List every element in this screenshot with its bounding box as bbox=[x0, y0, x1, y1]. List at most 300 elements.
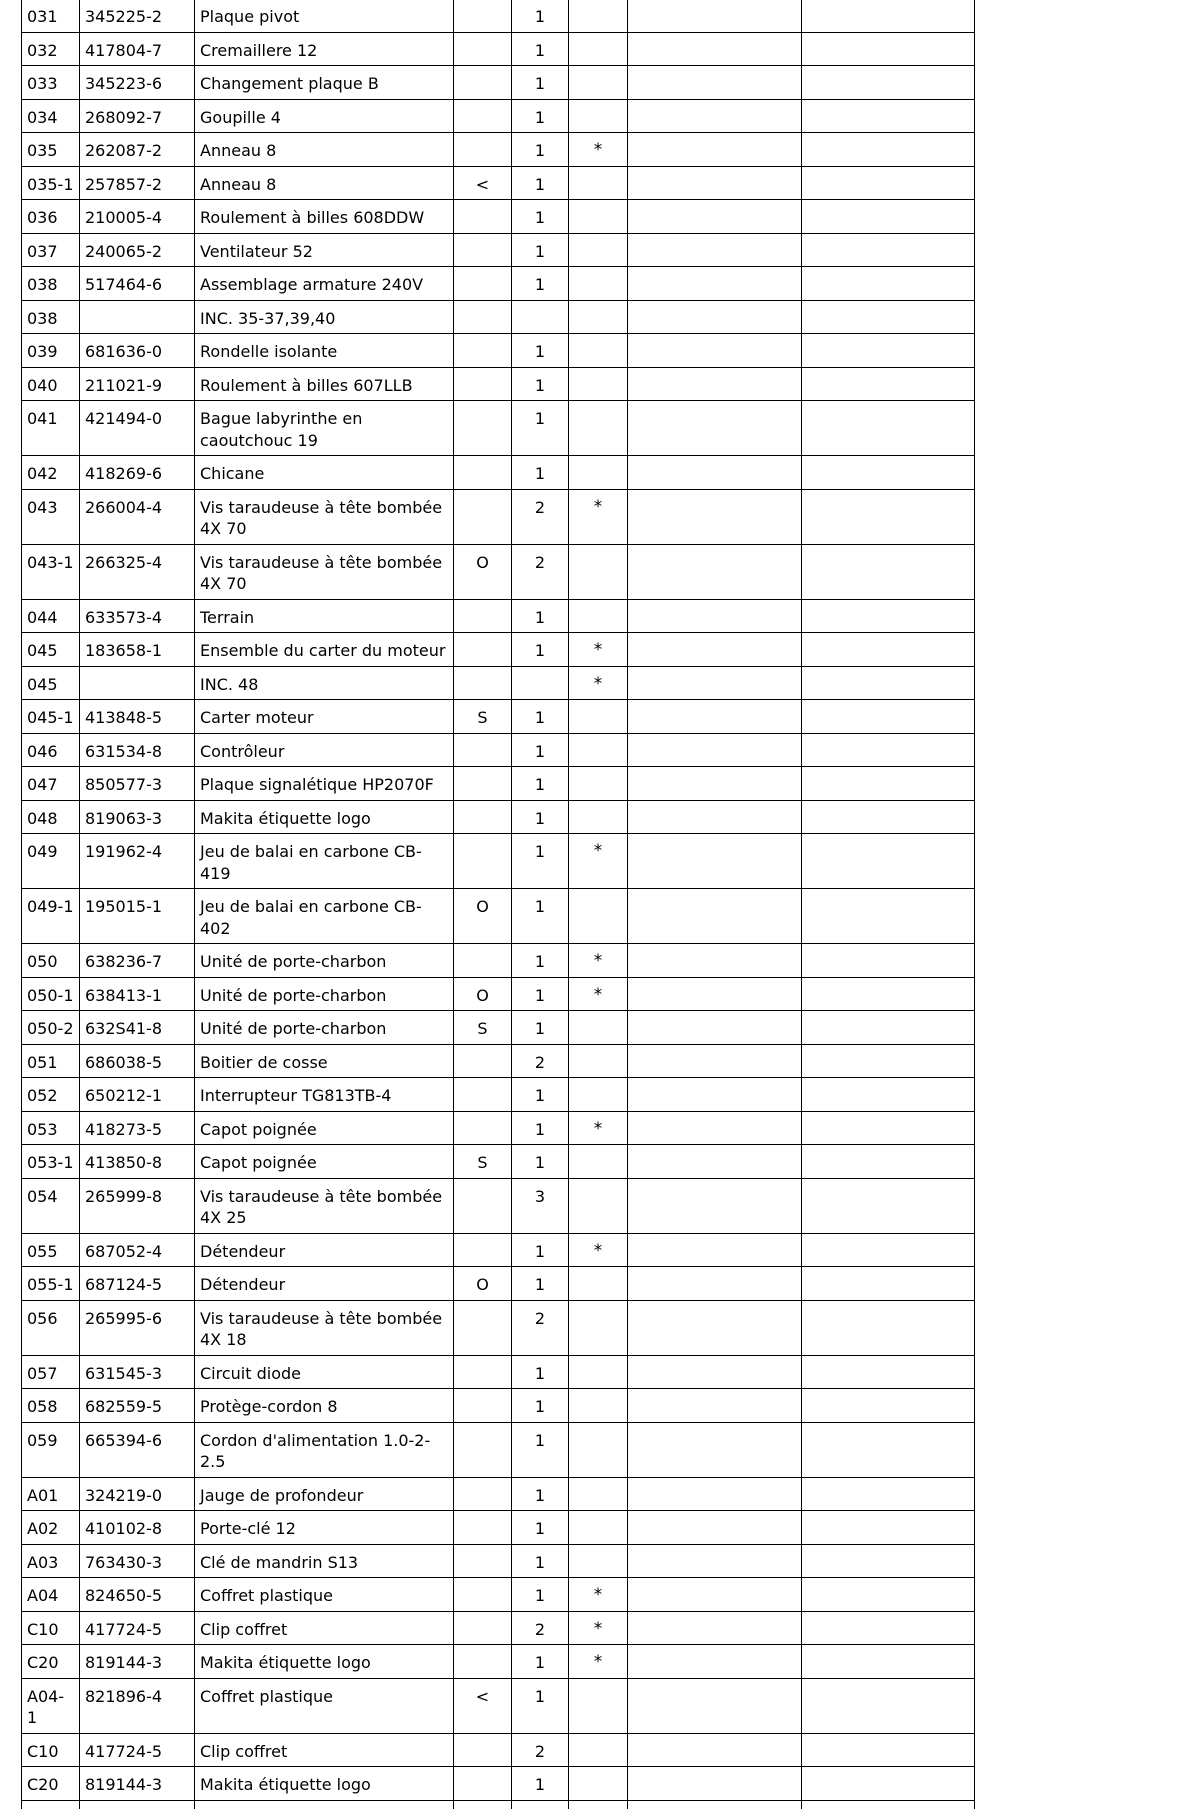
empty-cell bbox=[628, 1011, 802, 1045]
description-cell: Assemblage armature 240V bbox=[195, 267, 454, 301]
parts-list-table bbox=[21, 0, 975, 1809]
empty-cell bbox=[802, 733, 975, 767]
empty-cell bbox=[628, 1800, 802, 1809]
table-row bbox=[22, 1078, 975, 1112]
mark-cell bbox=[454, 767, 512, 801]
part-number-cell: 665394-6 bbox=[80, 1422, 195, 1477]
empty-cell bbox=[802, 1233, 975, 1267]
item-number-cell: 040 bbox=[22, 367, 80, 401]
empty-cell bbox=[802, 1389, 975, 1423]
table-row bbox=[22, 1733, 975, 1767]
mark-cell bbox=[454, 1477, 512, 1511]
table-row bbox=[22, 599, 975, 633]
table-row bbox=[22, 133, 975, 167]
empty-cell bbox=[628, 1355, 802, 1389]
quantity-cell: 1 bbox=[512, 1678, 569, 1733]
note-cell bbox=[569, 200, 628, 234]
part-number-cell: 262087-2 bbox=[80, 133, 195, 167]
empty-cell bbox=[802, 200, 975, 234]
empty-cell bbox=[628, 1233, 802, 1267]
part-number-cell: 824650-5 bbox=[80, 1578, 195, 1612]
note-cell: * bbox=[569, 489, 628, 544]
empty-cell bbox=[802, 1178, 975, 1233]
quantity-cell: 1 bbox=[512, 1389, 569, 1423]
item-number-cell: 056 bbox=[22, 1300, 80, 1355]
table-row bbox=[22, 66, 975, 100]
part-number-cell: 345225-2 bbox=[80, 0, 195, 32]
item-number-cell: 045-1 bbox=[22, 700, 80, 734]
empty-cell bbox=[628, 32, 802, 66]
note-cell bbox=[569, 1044, 628, 1078]
empty-cell bbox=[802, 1145, 975, 1179]
note-cell bbox=[569, 166, 628, 200]
empty-cell bbox=[628, 599, 802, 633]
item-number-cell: A02 bbox=[22, 1511, 80, 1545]
part-number-cell bbox=[80, 666, 195, 700]
note-cell bbox=[569, 1178, 628, 1233]
quantity-cell: 1 bbox=[512, 367, 569, 401]
quantity-cell: 1 bbox=[512, 200, 569, 234]
mark-cell bbox=[454, 1422, 512, 1477]
description-cell: Chicane bbox=[195, 456, 454, 490]
table-row bbox=[22, 1611, 975, 1645]
part-number-cell: 417724-5 bbox=[80, 1733, 195, 1767]
empty-cell bbox=[195, 1800, 454, 1809]
empty-cell bbox=[628, 367, 802, 401]
empty-cell bbox=[628, 834, 802, 889]
description-cell: Jauge de profondeur bbox=[195, 1477, 454, 1511]
mark-cell bbox=[454, 133, 512, 167]
empty-cell bbox=[802, 0, 975, 32]
mark-cell bbox=[454, 1733, 512, 1767]
part-number-cell: 632S41-8 bbox=[80, 1011, 195, 1045]
quantity-cell: 1 bbox=[512, 233, 569, 267]
empty-cell bbox=[802, 233, 975, 267]
note-cell bbox=[569, 1422, 628, 1477]
item-number-cell: 032 bbox=[22, 32, 80, 66]
part-number-cell: 195015-1 bbox=[80, 889, 195, 944]
part-number-cell: 819144-3 bbox=[80, 1767, 195, 1801]
empty-cell bbox=[628, 334, 802, 368]
description-cell: Changement plaque B bbox=[195, 66, 454, 100]
empty-cell bbox=[628, 1145, 802, 1179]
empty-cell bbox=[569, 1800, 628, 1809]
empty-cell bbox=[628, 1044, 802, 1078]
description-cell: Coffret plastique bbox=[195, 1678, 454, 1733]
mark-cell bbox=[454, 334, 512, 368]
empty-cell bbox=[628, 700, 802, 734]
quantity-cell: 1 bbox=[512, 800, 569, 834]
empty-cell bbox=[628, 944, 802, 978]
mark-cell bbox=[454, 267, 512, 301]
empty-cell bbox=[628, 1767, 802, 1801]
description-cell: Roulement à billes 607LLB bbox=[195, 367, 454, 401]
description-cell: Boitier de cosse bbox=[195, 1044, 454, 1078]
description-cell: Coffret plastique bbox=[195, 1578, 454, 1612]
note-cell bbox=[569, 334, 628, 368]
mark-cell: O bbox=[454, 544, 512, 599]
table-row bbox=[22, 666, 975, 700]
description-cell: Capot poignée bbox=[195, 1145, 454, 1179]
mark-cell bbox=[454, 834, 512, 889]
item-number-cell: 038 bbox=[22, 300, 80, 334]
empty-cell bbox=[802, 944, 975, 978]
table-row bbox=[22, 334, 975, 368]
quantity-cell: 1 bbox=[512, 700, 569, 734]
empty-cell bbox=[802, 889, 975, 944]
table-row bbox=[22, 32, 975, 66]
note-cell bbox=[569, 1355, 628, 1389]
mark-cell: < bbox=[454, 166, 512, 200]
mark-cell bbox=[454, 1611, 512, 1645]
empty-cell bbox=[802, 489, 975, 544]
part-number-cell: 183658-1 bbox=[80, 633, 195, 667]
empty-cell bbox=[802, 1511, 975, 1545]
table-row bbox=[22, 367, 975, 401]
item-number-cell: 055 bbox=[22, 1233, 80, 1267]
part-number-cell: 265999-8 bbox=[80, 1178, 195, 1233]
empty-cell bbox=[802, 1477, 975, 1511]
mark-cell: < bbox=[454, 1678, 512, 1733]
empty-cell bbox=[628, 1389, 802, 1423]
empty-cell bbox=[628, 1733, 802, 1767]
note-cell bbox=[569, 456, 628, 490]
mark-cell bbox=[454, 1355, 512, 1389]
empty-cell bbox=[802, 700, 975, 734]
part-number-cell: 650212-1 bbox=[80, 1078, 195, 1112]
empty-cell bbox=[628, 0, 802, 32]
empty-cell bbox=[628, 1511, 802, 1545]
empty-cell bbox=[628, 800, 802, 834]
item-number-cell: 038 bbox=[22, 267, 80, 301]
empty-cell bbox=[802, 401, 975, 456]
table-row bbox=[22, 700, 975, 734]
part-number-cell: 268092-7 bbox=[80, 99, 195, 133]
empty-cell bbox=[628, 133, 802, 167]
empty-cell bbox=[628, 1422, 802, 1477]
note-cell bbox=[569, 733, 628, 767]
item-number-cell: 043 bbox=[22, 489, 80, 544]
empty-cell bbox=[802, 599, 975, 633]
description-cell: Bague labyrinthe en caoutchouc 19 bbox=[195, 401, 454, 456]
quantity-cell: 1 bbox=[512, 599, 569, 633]
note-cell: * bbox=[569, 1645, 628, 1679]
mark-cell: O bbox=[454, 977, 512, 1011]
part-number-cell: 413848-5 bbox=[80, 700, 195, 734]
item-number-cell: 052 bbox=[22, 1078, 80, 1112]
note-cell bbox=[569, 599, 628, 633]
empty-cell bbox=[802, 1111, 975, 1145]
empty-cell bbox=[802, 1544, 975, 1578]
table-row bbox=[22, 166, 975, 200]
empty-cell bbox=[802, 1078, 975, 1112]
mark-cell bbox=[454, 1300, 512, 1355]
empty-cell bbox=[628, 1300, 802, 1355]
description-cell: Roulement à billes 608DDW bbox=[195, 200, 454, 234]
mark-cell: S bbox=[454, 1145, 512, 1179]
table-row bbox=[22, 1178, 975, 1233]
item-number-cell: A04 bbox=[22, 1578, 80, 1612]
table-row bbox=[22, 1233, 975, 1267]
item-number-cell: 037 bbox=[22, 233, 80, 267]
part-number-cell: 421494-0 bbox=[80, 401, 195, 456]
item-number-cell: 055-1 bbox=[22, 1267, 80, 1301]
description-cell: Carter moteur bbox=[195, 700, 454, 734]
note-cell bbox=[569, 767, 628, 801]
part-number-cell: 266325-4 bbox=[80, 544, 195, 599]
note-cell bbox=[569, 367, 628, 401]
item-number-cell: 051 bbox=[22, 1044, 80, 1078]
empty-cell bbox=[628, 233, 802, 267]
part-number-cell bbox=[80, 300, 195, 334]
part-number-cell: 686038-5 bbox=[80, 1044, 195, 1078]
part-number-cell: 418273-5 bbox=[80, 1111, 195, 1145]
mark-cell bbox=[454, 1078, 512, 1112]
part-number-cell: 417804-7 bbox=[80, 32, 195, 66]
empty-cell bbox=[802, 334, 975, 368]
part-number-cell: 418269-6 bbox=[80, 456, 195, 490]
table-row bbox=[22, 1544, 975, 1578]
quantity-cell: 1 bbox=[512, 889, 569, 944]
quantity-cell: 2 bbox=[512, 1300, 569, 1355]
note-cell bbox=[569, 800, 628, 834]
empty-cell bbox=[628, 1267, 802, 1301]
item-number-cell: C10 bbox=[22, 1611, 80, 1645]
part-number-cell: 819144-3 bbox=[80, 1645, 195, 1679]
item-number-cell: A04-1 bbox=[22, 1678, 80, 1733]
item-number-cell: 041 bbox=[22, 401, 80, 456]
item-number-cell: C20 bbox=[22, 1645, 80, 1679]
item-number-cell: 045 bbox=[22, 666, 80, 700]
empty-cell bbox=[802, 666, 975, 700]
empty-cell bbox=[802, 1011, 975, 1045]
note-cell bbox=[569, 1733, 628, 1767]
quantity-cell: 1 bbox=[512, 944, 569, 978]
description-cell: INC. 48 bbox=[195, 666, 454, 700]
quantity-cell: 1 bbox=[512, 99, 569, 133]
empty-cell bbox=[628, 889, 802, 944]
note-cell: * bbox=[569, 1611, 628, 1645]
empty-cell bbox=[628, 1544, 802, 1578]
part-number-cell: 682559-5 bbox=[80, 1389, 195, 1423]
quantity-cell: 1 bbox=[512, 1645, 569, 1679]
mark-cell bbox=[454, 401, 512, 456]
item-number-cell: 047 bbox=[22, 767, 80, 801]
empty-cell bbox=[802, 1355, 975, 1389]
item-number-cell: 036 bbox=[22, 200, 80, 234]
note-cell bbox=[569, 1544, 628, 1578]
item-number-cell: 045 bbox=[22, 633, 80, 667]
item-number-cell: 050 bbox=[22, 944, 80, 978]
empty-cell bbox=[802, 1611, 975, 1645]
description-cell: Jeu de balai en carbone CB-419 bbox=[195, 834, 454, 889]
description-cell: Anneau 8 bbox=[195, 133, 454, 167]
item-number-cell: 054 bbox=[22, 1178, 80, 1233]
table-row bbox=[22, 1422, 975, 1477]
note-cell: * bbox=[569, 977, 628, 1011]
mark-cell bbox=[454, 99, 512, 133]
quantity-cell: 1 bbox=[512, 1267, 569, 1301]
empty-cell bbox=[802, 166, 975, 200]
table-row bbox=[22, 1767, 975, 1801]
note-cell bbox=[569, 66, 628, 100]
table-row bbox=[22, 1678, 975, 1733]
table-row bbox=[22, 300, 975, 334]
part-number-cell: 631534-8 bbox=[80, 733, 195, 767]
quantity-cell: 2 bbox=[512, 1611, 569, 1645]
mark-cell bbox=[454, 633, 512, 667]
mark-cell bbox=[454, 1511, 512, 1545]
empty-cell bbox=[802, 300, 975, 334]
description-cell: Circuit diode bbox=[195, 1355, 454, 1389]
quantity-cell: 1 bbox=[512, 401, 569, 456]
quantity-cell: 1 bbox=[512, 133, 569, 167]
mark-cell bbox=[454, 733, 512, 767]
quantity-cell: 1 bbox=[512, 267, 569, 301]
empty-cell bbox=[628, 200, 802, 234]
empty-cell bbox=[628, 401, 802, 456]
table-row bbox=[22, 1300, 975, 1355]
note-cell: * bbox=[569, 666, 628, 700]
description-cell: Interrupteur TG813TB-4 bbox=[195, 1078, 454, 1112]
description-cell: Protège-cordon 8 bbox=[195, 1389, 454, 1423]
item-number-cell: C10 bbox=[22, 1733, 80, 1767]
empty-cell bbox=[628, 489, 802, 544]
part-number-cell: 638236-7 bbox=[80, 944, 195, 978]
part-number-cell: 257857-2 bbox=[80, 166, 195, 200]
part-number-cell: 417724-5 bbox=[80, 1611, 195, 1645]
table-row bbox=[22, 544, 975, 599]
empty-cell bbox=[628, 1078, 802, 1112]
description-cell: Cremaillere 12 bbox=[195, 32, 454, 66]
quantity-cell: 1 bbox=[512, 1578, 569, 1612]
table-row bbox=[22, 1645, 975, 1679]
note-cell: * bbox=[569, 1111, 628, 1145]
quantity-cell: 1 bbox=[512, 1477, 569, 1511]
note-cell: * bbox=[569, 1233, 628, 1267]
item-number-cell: 059 bbox=[22, 1422, 80, 1477]
description-cell: INC. 35-37,39,40 bbox=[195, 300, 454, 334]
table-row bbox=[22, 489, 975, 544]
note-cell bbox=[569, 401, 628, 456]
note-cell bbox=[569, 1011, 628, 1045]
note-cell bbox=[569, 1511, 628, 1545]
table-row bbox=[22, 767, 975, 801]
empty-cell bbox=[802, 32, 975, 66]
empty-cell bbox=[628, 300, 802, 334]
note-cell: * bbox=[569, 1578, 628, 1612]
description-cell: Détendeur bbox=[195, 1233, 454, 1267]
mark-cell bbox=[454, 1578, 512, 1612]
empty-cell bbox=[802, 133, 975, 167]
table-row bbox=[22, 977, 975, 1011]
empty-cell bbox=[802, 1422, 975, 1477]
item-number-cell: 031 bbox=[22, 0, 80, 32]
table-row bbox=[22, 200, 975, 234]
description-cell: Capot poignée bbox=[195, 1111, 454, 1145]
mark-cell bbox=[454, 1178, 512, 1233]
quantity-cell: 2 bbox=[512, 1044, 569, 1078]
note-cell bbox=[569, 1145, 628, 1179]
mark-cell bbox=[454, 1544, 512, 1578]
empty-cell bbox=[628, 1611, 802, 1645]
empty-cell bbox=[802, 367, 975, 401]
empty-cell bbox=[628, 544, 802, 599]
item-number-cell: 035-1 bbox=[22, 166, 80, 200]
part-number-cell: 324219-0 bbox=[80, 1477, 195, 1511]
description-cell: Vis taraudeuse à tête bombée 4X 25 bbox=[195, 1178, 454, 1233]
mark-cell bbox=[454, 1389, 512, 1423]
part-number-cell: 633573-4 bbox=[80, 599, 195, 633]
quantity-cell: 1 bbox=[512, 1355, 569, 1389]
mark-cell bbox=[454, 944, 512, 978]
item-number-cell: 053 bbox=[22, 1111, 80, 1145]
description-cell: Vis taraudeuse à tête bombée 4X 70 bbox=[195, 544, 454, 599]
mark-cell bbox=[454, 367, 512, 401]
empty-cell bbox=[628, 1477, 802, 1511]
table-row bbox=[22, 944, 975, 978]
part-number-cell: 265995-6 bbox=[80, 1300, 195, 1355]
item-number-cell: 053-1 bbox=[22, 1145, 80, 1179]
quantity-cell: 1 bbox=[512, 1011, 569, 1045]
description-cell: Terrain bbox=[195, 599, 454, 633]
empty-cell bbox=[628, 666, 802, 700]
empty-cell bbox=[802, 456, 975, 490]
quantity-cell: 2 bbox=[512, 1733, 569, 1767]
mark-cell: S bbox=[454, 1011, 512, 1045]
item-number-cell: 048 bbox=[22, 800, 80, 834]
empty-cell bbox=[802, 99, 975, 133]
quantity-cell: 1 bbox=[512, 1145, 569, 1179]
empty-cell bbox=[802, 767, 975, 801]
quantity-cell: 1 bbox=[512, 0, 569, 32]
item-number-cell: C20 bbox=[22, 1767, 80, 1801]
mark-cell bbox=[454, 1233, 512, 1267]
part-number-cell: 687124-5 bbox=[80, 1267, 195, 1301]
mark-cell bbox=[454, 1767, 512, 1801]
table-row bbox=[22, 1145, 975, 1179]
part-number-cell: 687052-4 bbox=[80, 1233, 195, 1267]
quantity-cell: 1 bbox=[512, 767, 569, 801]
mark-cell bbox=[454, 300, 512, 334]
empty-cell bbox=[802, 1678, 975, 1733]
part-number-cell: 413850-8 bbox=[80, 1145, 195, 1179]
note-cell bbox=[569, 99, 628, 133]
mark-cell bbox=[454, 0, 512, 32]
item-number-cell: 044 bbox=[22, 599, 80, 633]
item-number-cell: 033 bbox=[22, 66, 80, 100]
quantity-cell: 1 bbox=[512, 334, 569, 368]
description-cell: Rondelle isolante bbox=[195, 334, 454, 368]
description-cell: Unité de porte-charbon bbox=[195, 1011, 454, 1045]
description-cell: Porte-clé 12 bbox=[195, 1511, 454, 1545]
part-number-cell: 819063-3 bbox=[80, 800, 195, 834]
parts-table-body bbox=[22, 0, 975, 1809]
empty-cell bbox=[628, 1678, 802, 1733]
empty-cell bbox=[512, 1800, 569, 1809]
item-number-cell: 039 bbox=[22, 334, 80, 368]
part-number-cell: 638413-1 bbox=[80, 977, 195, 1011]
note-cell: * bbox=[569, 834, 628, 889]
description-cell: Makita étiquette logo bbox=[195, 1645, 454, 1679]
description-cell: Clé de mandrin S13 bbox=[195, 1544, 454, 1578]
note-cell bbox=[569, 889, 628, 944]
mark-cell bbox=[454, 1111, 512, 1145]
table-row bbox=[22, 1389, 975, 1423]
description-cell: Vis taraudeuse à tête bombée 4X 70 bbox=[195, 489, 454, 544]
description-cell: Contrôleur bbox=[195, 733, 454, 767]
part-number-cell: 191962-4 bbox=[80, 834, 195, 889]
